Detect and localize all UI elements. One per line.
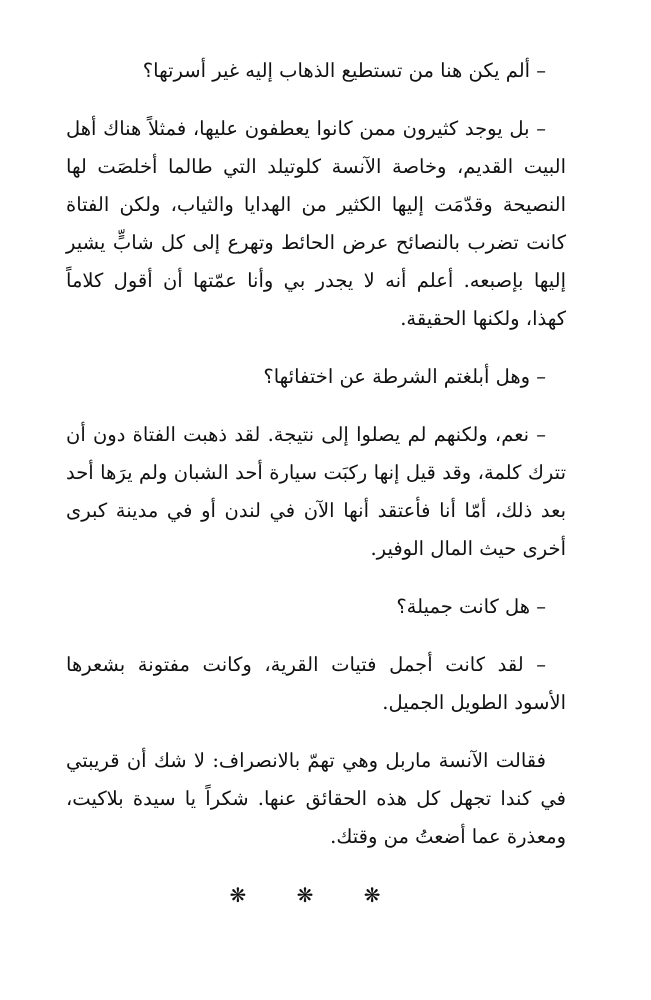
page-body	[66, 52, 566, 914]
dialogue-paragraph-6: – لقد كانت أجمل فتيات القرية، وكانت مفتونة بشعرها الأسود الطويل الجميل.	[66, 653, 566, 714]
dialogue-paragraph-1: – ألم يكن هنا من تستطيع الذهاب إليه غير أسرتها؟	[142, 59, 546, 82]
dialogue-paragraph-5: – هل كانت جميلة؟	[396, 595, 546, 618]
dialogue-paragraph-2: – بل يوجد كثيرون ممن كانوا يعطفون عليها، فمثلاً هناك أهل البيت القديم، وخاصة الآنسة كلوتيلد التي طالما أخلصَت لها النصيحة وقدّمَت إليها الكثير من الهدايا والثياب، ولكن الفتاة كانت تضرب بالنصائح عرض الحائط وتهرع إلى كل شابٍّ يشير إليها بإصبعه. أعلم أنه لا يجدر بي وأنا عمّتها أن أقول كلاماً كهذا، ولكنها الحقيقة.	[66, 117, 566, 330]
dialogue-paragraph-4: – نعم، ولكنهم لم يصلوا إلى نتيجة. لقد ذهبت الفتاة دون أن تترك كلمة، وقد قيل إنها ركبَت سيارة أحد الشبان ولم يرَها أحد بعد ذلك، أمّا أنا فأعتقد أنها الآن في لندن أو في مدينة كبرى أخرى حيث المال الوفير.	[66, 423, 566, 560]
narration-paragraph-7: فقالت الآنسة ماربل وهي تهمّ بالانصراف: لا شك أن قريبتي في كندا تجهل كل هذه الحقائق عنها. شكراً يا سيدة بلاكيت، ومعذرة عما أضعتُ من وقتك.	[66, 749, 566, 848]
section-break-ornament: ❋ ❋ ❋	[229, 883, 403, 907]
dialogue-paragraph-3: – وهل أبلغتم الشرطة عن اختفائها؟	[263, 365, 546, 388]
